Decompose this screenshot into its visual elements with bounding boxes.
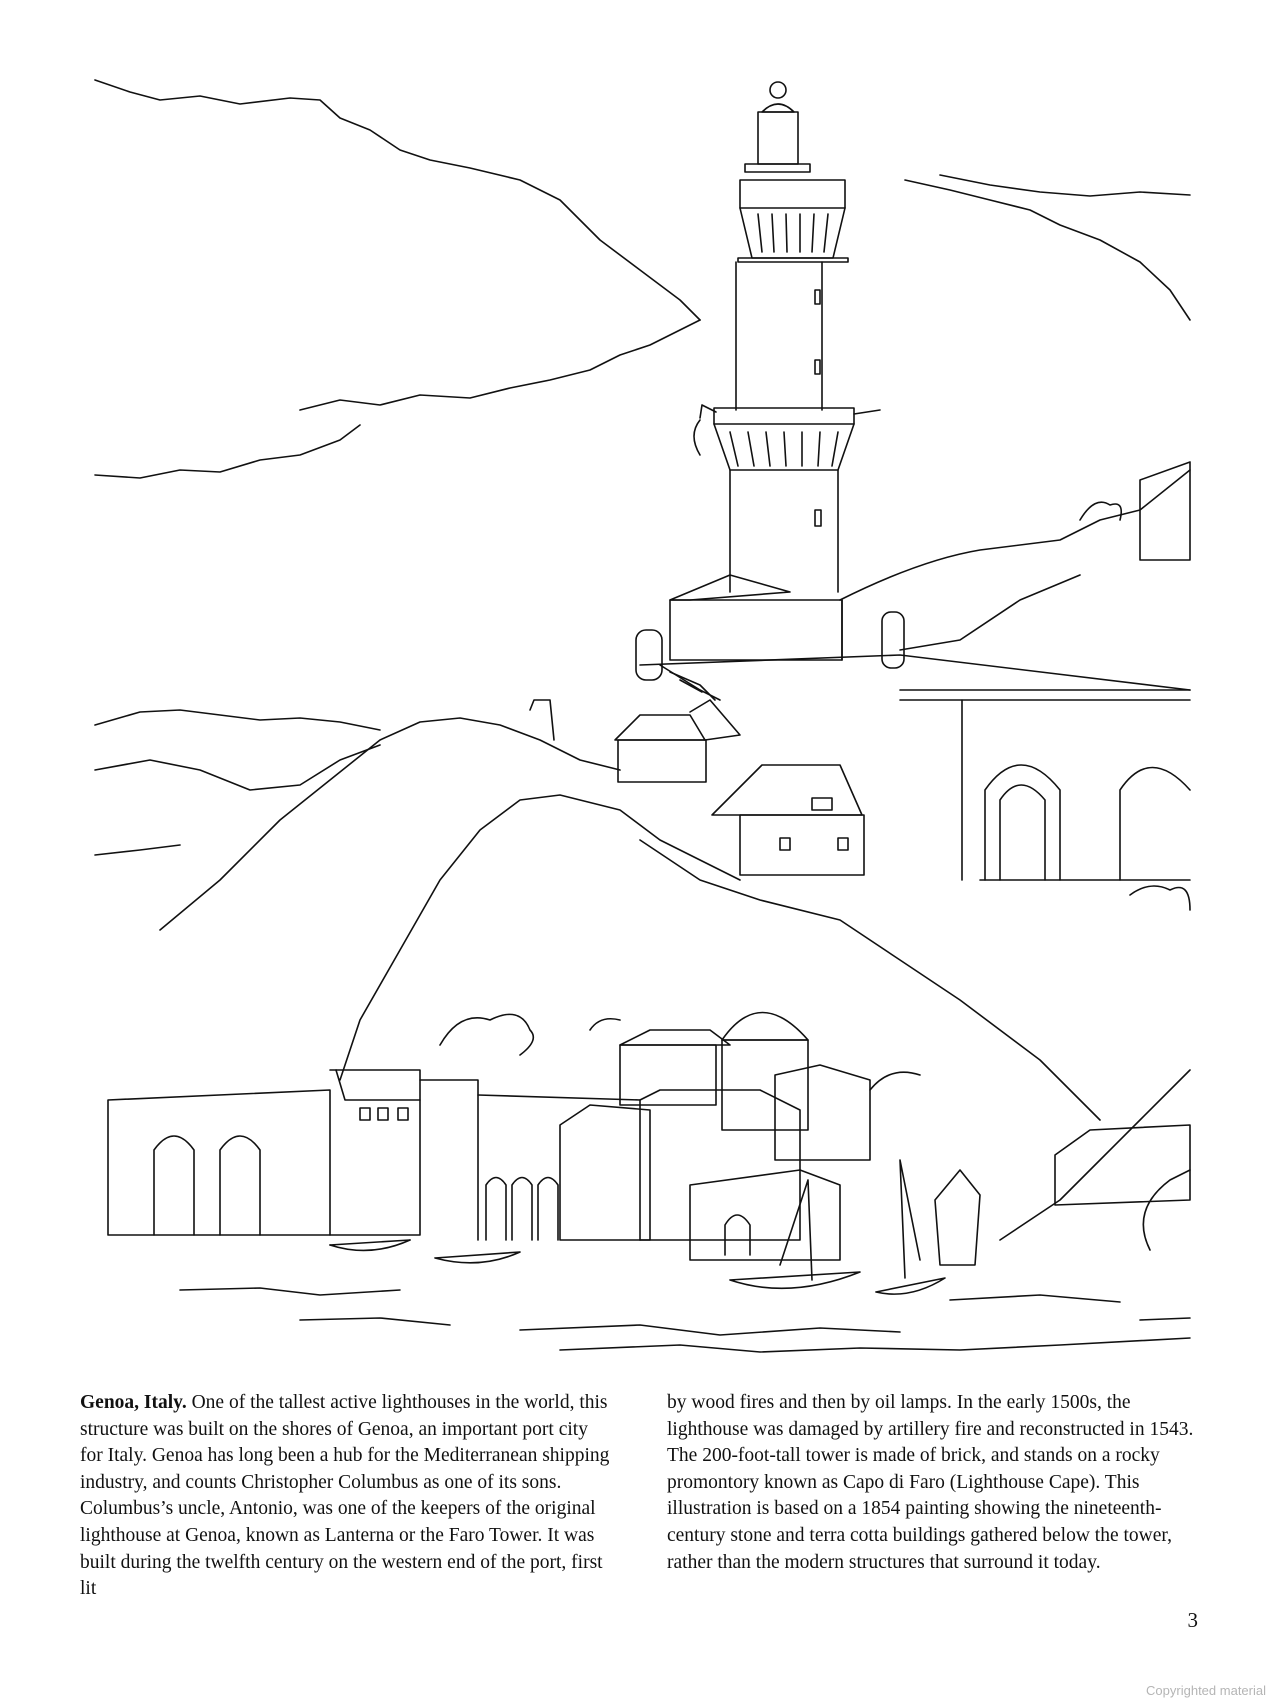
cloud-lines <box>95 80 1190 478</box>
copyright-watermark: Copyrighted material <box>1146 1683 1266 1698</box>
trees <box>440 886 1190 1090</box>
viaduct <box>900 690 1190 880</box>
caption-title: Genoa, Italy. <box>80 1392 187 1413</box>
boats <box>330 1160 945 1294</box>
fortress-base <box>530 575 1190 740</box>
caption-text-left: One of the tallest active lighthouses in the world, this structure was built on the shores of Genoa, an important port city for Italy. Genoa has long been a hub for the Mediterranean shipping industry, and counts Christopher Columbus as one of its sons. Columbus’s uncle, Antonio, was one of the keepers of the original lighthouse at Genoa, known as Lanterna or the Faro Tower. It was built during the twelfth century on the western end of the port, first lit <box>80 1392 610 1600</box>
caption-text-right: by wood fires and then by oil lamps. In the early 1500s, the lighthouse was damaged by artillery fire and reconstructed in 1543. The 200-foot-tall tower is made of brick, and stands on a rocky promontory known as Capo di Faro (Lighthouse Cape). This illustration is based on a 1854 painting showing the nineteenth-century stone and terra cotta buildings gathered below the tower, rather than the modern structures that surround it today. <box>667 1392 1194 1573</box>
hills <box>160 470 1190 1250</box>
caption-paragraph-left <box>80 1390 610 1603</box>
mountains <box>95 710 380 855</box>
caption-left-column <box>80 1390 610 1603</box>
water-lines <box>180 1288 1190 1352</box>
page-number: 3 <box>1187 1608 1198 1632</box>
lighthouse-tower <box>694 82 880 592</box>
hillside-houses <box>615 462 1190 875</box>
caption-right-column <box>667 1390 1207 1576</box>
